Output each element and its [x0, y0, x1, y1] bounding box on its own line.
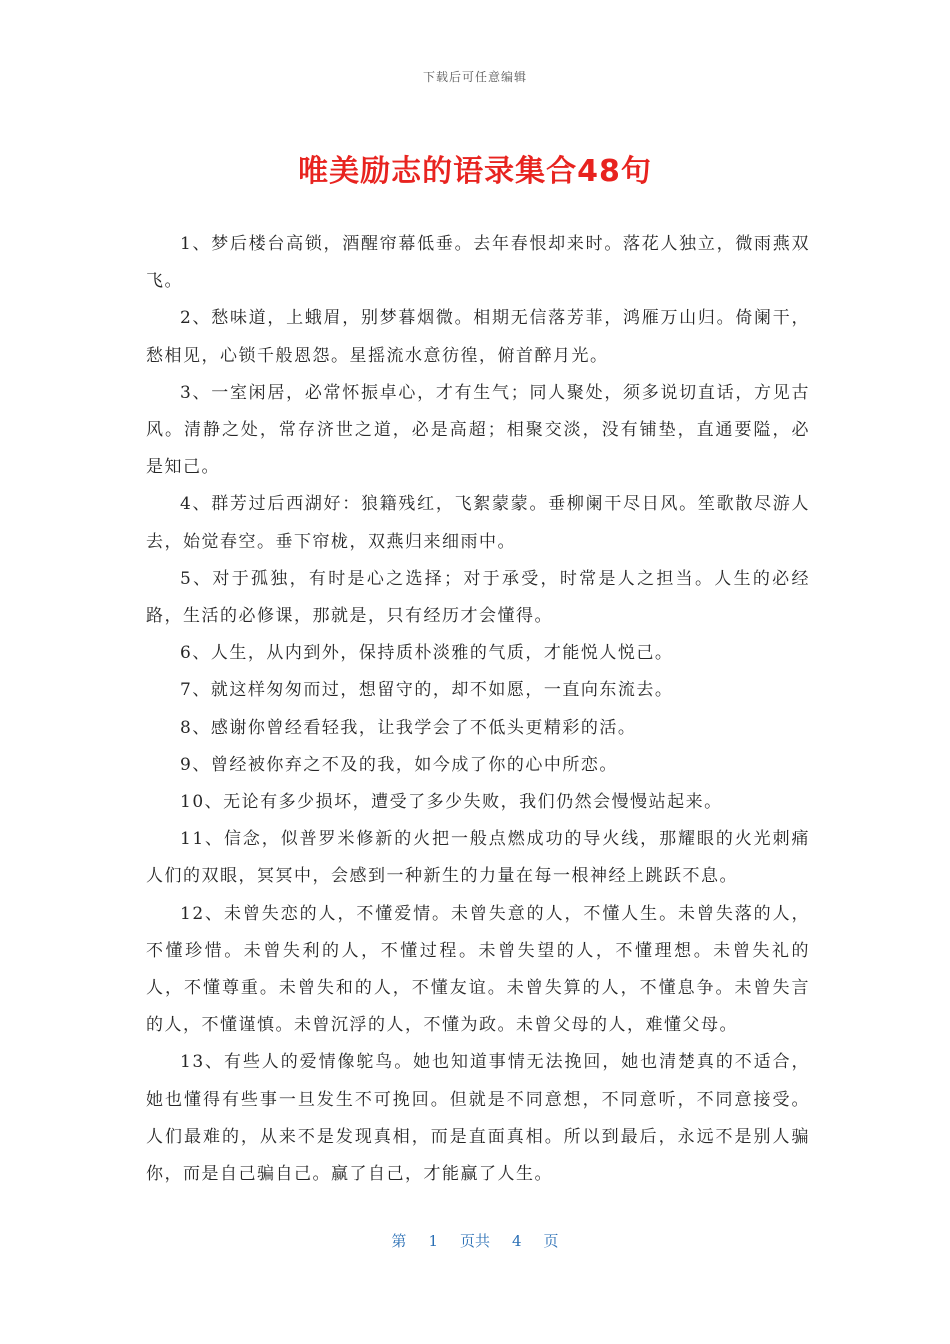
paragraph-11: 11、信念，似普罗米修新的火把一般点燃成功的导火线，那耀眼的火光刺痛人们的双眼，冥冥中，会感到一种新生的力量在每一根神经上跳跃不息。 [146, 829, 810, 887]
page-current: 1 [428, 1232, 438, 1250]
paragraph-13: 13、有些人的爱情像鸵鸟。她也知道事情无法挽回，她也清楚真的不适合，她也懂得有些事一旦发生不可挽回。但就是不同意想，不同意听，不同意接受。人们最难的，从来不是发现真相，而是直面真相。所以到最后，永远不是别人骗你，而是自己骗自己。赢了自己，才能赢了人生。 [146, 1052, 810, 1185]
paragraph-4: 4、群芳过后西湖好：狼籍残红，飞絮蒙蒙。垂柳阑干尽日风。笙歌散尽游人去，始觉春空。垂下帘栊，双燕归来细雨中。 [146, 494, 810, 552]
page-total: 4 [512, 1232, 522, 1250]
page-middle: 页共 [459, 1232, 490, 1250]
header-note: 下载后可任意编辑 [422, 70, 527, 84]
paragraph-9: 9、曾经被你弃之不及的我，如今成了你的心中所恋。 [180, 754, 618, 775]
paragraph-5: 5、对于孤独，有时是心之选择；对于承受，时常是人之担当。人生的必经路，生活的必修课，那就是，只有经历才会懂得。 [146, 568, 810, 627]
paragraph-6: 6、人生，从内到外，保持质朴淡雅的气质，才能悦人悦己。 [180, 643, 674, 664]
paragraph-2: 2、愁味道，上蛾眉，别梦暮烟微。相期无信落芳菲，鸿雁万山归。倚阑干，愁相见，心锁千般恩怨。星摇流水意彷徨，俯首醉月光。 [146, 308, 810, 366]
paragraph-10: 10、无论有多少损坏，遭受了多少失败，我们仍然会慢慢站起来。 [180, 792, 723, 813]
page-title: 唯美励志的语录集合48句 [298, 154, 652, 189]
paragraph-7: 7、就这样匆匆而过，想留守的，却不如愿，一直向东流去。 [180, 680, 674, 701]
document-body [146, 226, 810, 1193]
paragraph-8: 8、感谢你曾经看轻我，让我学会了不低头更精彩的活。 [180, 717, 637, 738]
page-footer [0, 1230, 950, 1251]
page-prefix: 第 [391, 1232, 407, 1250]
page-suffix: 页 [543, 1232, 559, 1250]
paragraph-1: 1、梦后楼台高锁，酒醒帘幕低垂。去年春恨却来时。落花人独立，微雨燕双飞。 [146, 234, 810, 292]
paragraph-3: 3、一室闲居，必常怀振卓心，才有生气；同人聚处，须多说切直话，方见古风。清静之处，常存济世之道，必是高超；相聚交淡，没有铺垫，直通要隘，必是知己。 [146, 382, 810, 478]
paragraph-12: 12、未曾失恋的人，不懂爱情。未曾失意的人，不懂人生。未曾失落的人，不懂珍惜。未曾失利的人，不懂过程。未曾失望的人，不懂理想。未曾失礼的人，不懂尊重。未曾失和的人，不懂友谊。未曾失算的人，不懂息争。未曾失言的人，不懂谨慎。未曾沉浮的人，不懂为政。未曾父母的人，难懂父母。 [146, 903, 810, 1036]
